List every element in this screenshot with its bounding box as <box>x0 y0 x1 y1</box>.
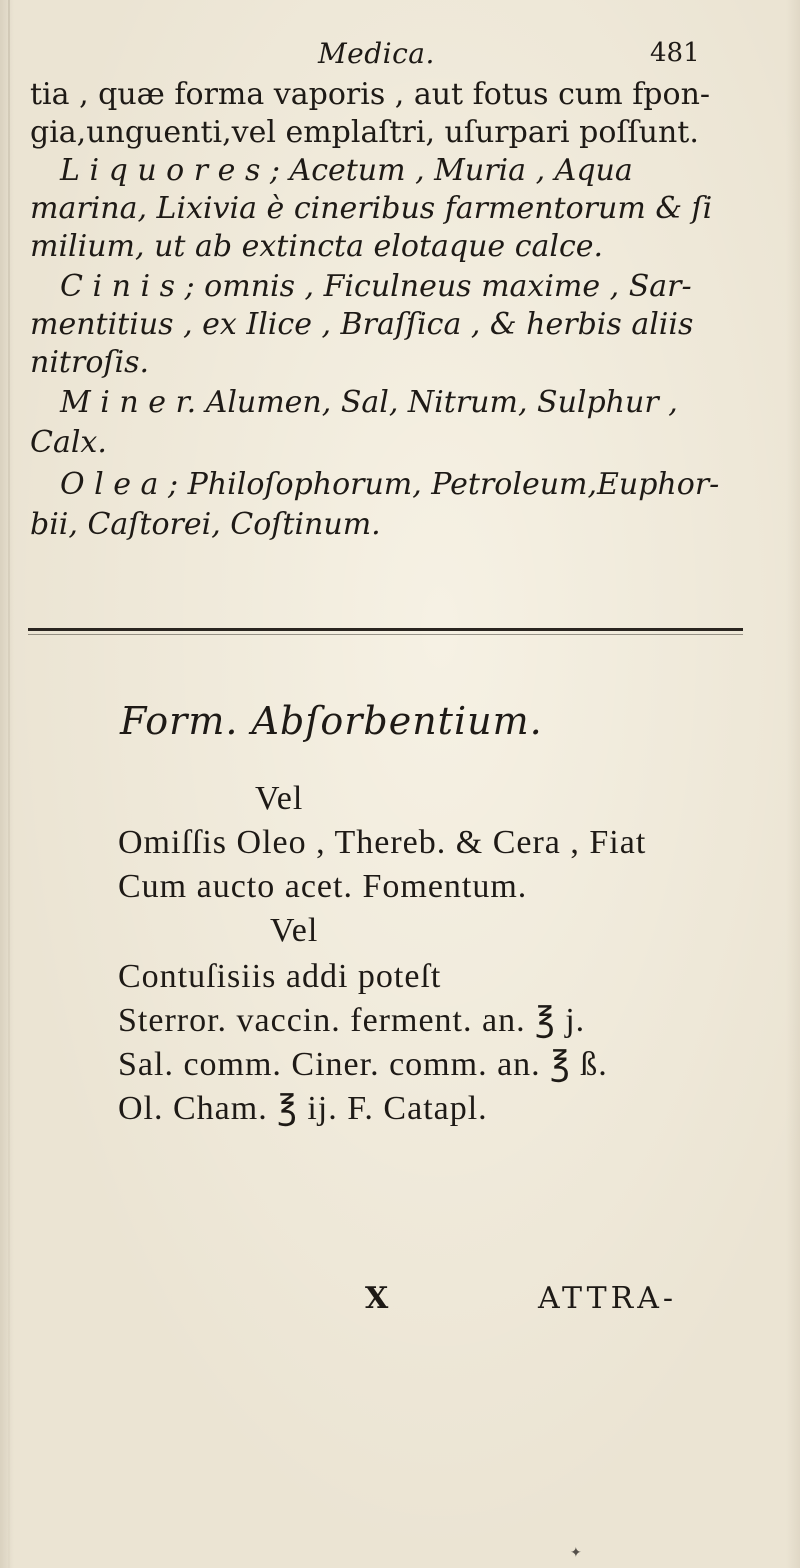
recipe-line: Ol. Cham. ℥ ij. F. Catapl. <box>118 1090 488 1127</box>
text-line: mentitius , ex Ilice , Braſſica , & herbis aliis <box>30 307 694 342</box>
text-line-cinis: C i n i s ; omnis , Ficulneus maxime , Sar- <box>60 269 692 304</box>
signature-mark: X <box>365 1281 389 1316</box>
recipe-line: Sal. comm. Ciner. comm. an. ℥ ß. <box>118 1046 608 1083</box>
text-line: Calx. <box>30 425 107 460</box>
text-line: tia , quæ forma vaporis , aut fotus cum fpon- <box>30 77 711 112</box>
catchword: ATTRA- <box>538 1281 677 1316</box>
text-line: nitroſis. <box>30 345 150 380</box>
text-line: milium, ut ab extincta elotaque calce. <box>30 229 604 264</box>
text-line: bii, Caſtorei, Coſtinum. <box>30 507 381 542</box>
section-rule <box>28 628 743 631</box>
recipe-line-vel: Vel <box>270 912 319 949</box>
running-header-title: Medica. <box>318 37 435 70</box>
stain-mark-icon: ✦ <box>570 1545 582 1561</box>
page-number: 481 <box>650 38 700 68</box>
text-line-olea: O l e a ; Philoſophorum, Petroleum,Euphor- <box>60 467 720 502</box>
recipe-line: Sterror. vaccin. ferment. an. ℥ j. <box>118 1002 586 1039</box>
recipe-line: Cum aucto acet. Fomentum. <box>118 868 528 905</box>
recipe-line-vel: Vel <box>255 780 304 817</box>
recipe-line: Contuſisiis addi poteſt <box>118 958 442 995</box>
recipe-line: Omiſſis Oleo , Thereb. & Cera , Fiat <box>118 824 647 861</box>
section-title: Form. Abſorbentium. <box>120 699 543 743</box>
text-line-liquores: L i q u o r e s ; Acetum , Muria , Aqua <box>60 153 633 188</box>
page-gutter <box>8 0 10 1568</box>
text-line-miner: M i n e r. Alumen, Sal, Nitrum, Sulphur , <box>60 385 678 420</box>
section-rule-thin <box>28 634 743 635</box>
text-line: marina, Lixivia è cineribus farmentorum & ſi <box>30 191 713 226</box>
text-line: gia,unguenti,vel emplaſtri, uſurpari poſſunt. <box>30 115 699 150</box>
